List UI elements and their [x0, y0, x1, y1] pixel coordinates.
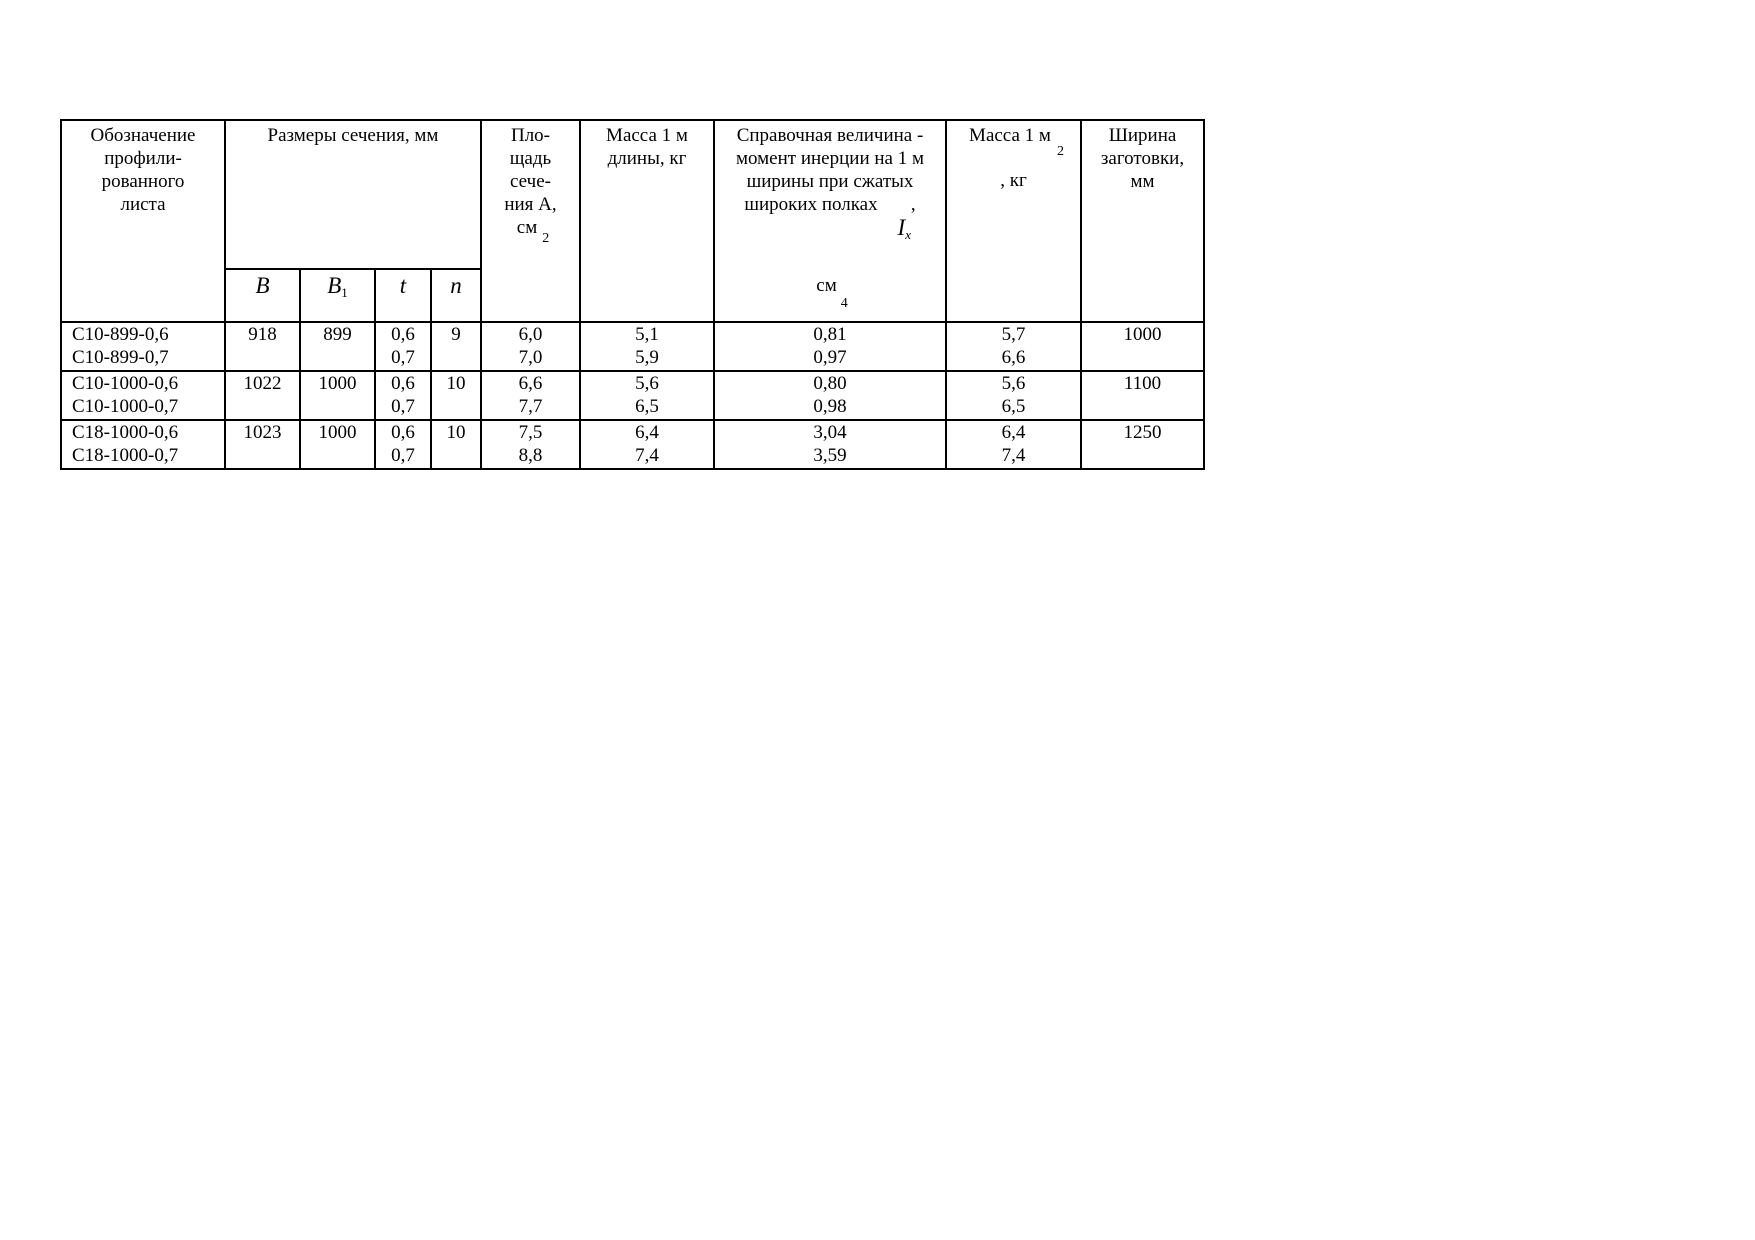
inertia-line: 3,59	[813, 445, 847, 466]
header-blank-width-line: заготовки,	[1100, 148, 1185, 169]
mass-area-line: 6,5	[1001, 396, 1026, 417]
cell-mass-length	[580, 420, 714, 469]
header-inertia-line: момент инерции на 1 м	[736, 148, 924, 169]
designation-line: С10-899-0,6	[72, 324, 169, 345]
mass-area-line: 6,6	[1001, 347, 1026, 368]
area-line: 7,7	[518, 396, 543, 417]
cell-mass-area	[946, 322, 1081, 371]
header-area-line: Пло-	[510, 125, 551, 146]
cell-mass-length	[580, 322, 714, 371]
inertia-unit-exp: 4	[840, 296, 848, 311]
subheader-t-symbol: t	[399, 273, 407, 298]
designation-line: С10-899-0,7	[72, 347, 169, 368]
mass-length-line: 6,4	[635, 422, 659, 443]
t-line: 0,6	[391, 422, 415, 443]
mass-length-line: 5,9	[635, 347, 659, 368]
table-row	[61, 420, 1204, 469]
header-inertia-comma: ,	[910, 194, 916, 215]
inertia-line: 0,80	[813, 373, 847, 394]
cell-blank-width: 1000	[1081, 322, 1204, 371]
subheader-n-symbol: n	[450, 273, 462, 298]
subheader-b1	[300, 269, 375, 322]
header-area-line: сече-	[510, 171, 551, 192]
cell-b1: 1000	[300, 420, 375, 469]
cell-n: 9	[431, 322, 481, 371]
area-line: 6,6	[518, 373, 543, 394]
header-inertia-text: широких полках	[744, 194, 878, 215]
cell-area	[481, 322, 580, 371]
header-designation-line: листа	[120, 194, 166, 215]
subheader-b	[225, 269, 300, 322]
area-line: 7,5	[518, 422, 543, 443]
area-line: 8,8	[518, 445, 543, 466]
table-row	[61, 322, 1204, 371]
header-dimensions	[225, 120, 481, 269]
header-mass-length-line: Масса 1 м	[606, 125, 688, 146]
subheader-mass-area-blank	[946, 269, 1081, 322]
mass-area-line: 5,6	[1001, 373, 1026, 394]
cell-inertia	[714, 322, 946, 371]
cell-t	[375, 371, 431, 420]
inertia-line: 0,81	[813, 324, 847, 345]
cell-designation	[61, 371, 225, 420]
header-mass-area-line	[947, 124, 1080, 159]
cell-area	[481, 371, 580, 420]
area-line: 7,0	[518, 347, 543, 368]
header-mass-length-line: длины, кг	[607, 148, 687, 169]
header-inertia-line: Справочная величина -	[736, 125, 924, 146]
subheader-b1-sub: 1	[341, 285, 348, 300]
subheader-b1-symbol: B	[327, 273, 342, 298]
header-inertia-line: ширины при сжатых	[746, 171, 914, 192]
t-line: 0,7	[391, 396, 415, 417]
cell-designation	[61, 322, 225, 371]
header-area-unit	[482, 216, 579, 246]
mass-length-line: 7,4	[635, 445, 659, 466]
inertia-symbol-sub: x	[905, 227, 911, 242]
header-area-unit-text: см	[516, 217, 538, 238]
t-line: 0,6	[391, 324, 415, 345]
cell-mass-area	[946, 420, 1081, 469]
header-area-line: ния А,	[504, 194, 557, 215]
cell-t	[375, 420, 431, 469]
t-line: 0,7	[391, 347, 415, 368]
cell-inertia	[714, 371, 946, 420]
inertia-line: 0,97	[813, 347, 847, 368]
cell-n: 10	[431, 420, 481, 469]
header-blank-width-line: мм	[1130, 171, 1155, 192]
cell-area	[481, 420, 580, 469]
header-area-unit-exp: 2	[542, 231, 550, 246]
cell-b1: 1000	[300, 371, 375, 420]
cell-blank-width: 1100	[1081, 371, 1204, 420]
header-inertia	[714, 120, 946, 269]
mass-length-line: 5,1	[635, 324, 659, 345]
header-mass-area-text: Масса 1 м	[969, 125, 1051, 146]
header-designation-line: рованного	[101, 171, 185, 192]
inertia-line: 0,98	[813, 396, 847, 417]
mass-area-line: 5,7	[1001, 324, 1026, 345]
mass-area-line: 7,4	[1001, 445, 1026, 466]
header-designation-line: профили-	[104, 148, 182, 169]
header-blank-width-line: Ширина	[1108, 125, 1177, 146]
cell-b: 1022	[225, 371, 300, 420]
designation-line: С10-1000-0,6	[72, 373, 179, 394]
header-inertia-line	[715, 193, 945, 216]
header-area-line: щадь	[509, 148, 552, 169]
inertia-line: 3,04	[813, 422, 847, 443]
header-mass-area-exp: 2	[1056, 144, 1064, 159]
designation-line: С10-1000-0,7	[72, 396, 179, 417]
mass-length-line: 5,6	[635, 373, 659, 394]
header-row	[61, 120, 1204, 269]
mass-area-line: 6,4	[1001, 422, 1026, 443]
cell-b1: 899	[300, 322, 375, 371]
designation-line: С18-1000-0,7	[72, 445, 179, 466]
header-dimensions-label: Размеры сечения, мм	[267, 125, 439, 146]
subheader-inertia-unit	[714, 269, 946, 322]
designation-line: С18-1000-0,6	[72, 422, 179, 443]
cell-mass-length	[580, 371, 714, 420]
t-line: 0,6	[391, 373, 415, 394]
table-row	[61, 371, 1204, 420]
cell-b: 1023	[225, 420, 300, 469]
header-mass-area	[946, 120, 1081, 269]
header-area	[481, 120, 580, 322]
inertia-unit-text: см	[816, 275, 837, 296]
cell-n: 10	[431, 371, 481, 420]
cell-t	[375, 322, 431, 371]
profiled-sheet-table	[60, 119, 1205, 470]
header-designation	[61, 120, 225, 322]
header-blank-width	[1081, 120, 1204, 322]
inertia-symbol	[715, 214, 945, 242]
area-line: 6,0	[518, 324, 543, 345]
cell-b: 918	[225, 322, 300, 371]
header-designation-line: Обозначение	[90, 125, 196, 146]
subheader-t	[375, 269, 431, 322]
t-line: 0,7	[391, 445, 415, 466]
cell-mass-area	[946, 371, 1081, 420]
cell-blank-width: 1250	[1081, 420, 1204, 469]
inertia-symbol-letter: I	[897, 215, 906, 240]
header-mass-area-unit: , кг	[1000, 170, 1027, 191]
cell-inertia	[714, 420, 946, 469]
cell-designation	[61, 420, 225, 469]
mass-length-line: 6,5	[635, 396, 659, 417]
subheader-n	[431, 269, 481, 322]
subheader-b-symbol: B	[255, 273, 270, 298]
header-mass-length	[580, 120, 714, 322]
